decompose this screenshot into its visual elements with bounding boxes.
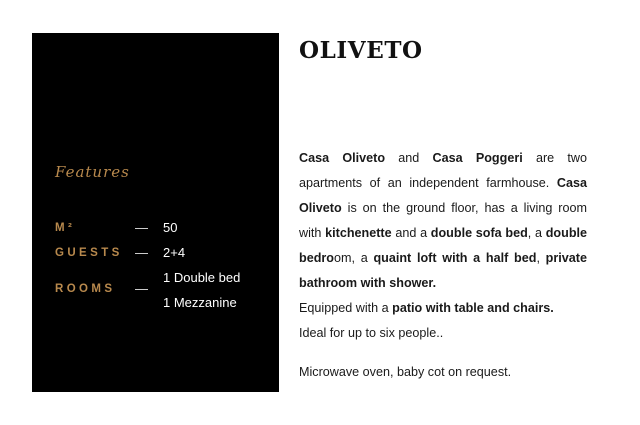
feature-row-rooms — [55, 269, 265, 315]
equipped-suffix: . — [550, 301, 554, 315]
double-bedroom-text: double bedro — [299, 226, 588, 265]
equipped-line — [299, 296, 599, 321]
m2-label: M² — [55, 222, 76, 234]
rooms-value-double-bed: 1 Double bed — [163, 270, 241, 285]
rooms-value-mezzanine: 1 Mezzanine — [163, 295, 237, 310]
and-text: and — [385, 151, 433, 165]
period-text: . — [432, 276, 437, 290]
feature-row-m2 — [55, 219, 265, 239]
m2-dash: — — [135, 220, 148, 235]
rooms-values — [163, 265, 240, 315]
quaint-loft-text: quaint loft with a half bed — [373, 251, 537, 265]
private-bathroom-text: private bathroom with shower — [299, 251, 587, 290]
rooms-label: ROOMS — [55, 283, 116, 295]
features-card — [32, 33, 279, 392]
features-heading: Features — [55, 163, 130, 181]
m2-value: 50 — [163, 220, 178, 235]
bedroom-suffix-text: om — [333, 251, 352, 265]
guests-label: GUESTS — [55, 247, 123, 259]
page-title: OLIVETO — [299, 37, 423, 64]
kitchenette-text: kitchenette — [325, 226, 392, 240]
feature-row-guests — [55, 244, 265, 264]
extras-line: Microwave oven, baby cot on request. — [299, 365, 512, 379]
rooms-dash: — — [135, 281, 148, 296]
guests-dash: — — [135, 245, 148, 260]
comma-space-text: , — [536, 251, 546, 265]
casa-poggeri-text: Casa Poggeri — [432, 151, 523, 165]
patio-text: patio with table and chairs — [392, 301, 551, 315]
comma-a-text-2: , a — [351, 251, 374, 265]
ideal-line: Ideal for up to six people.. — [299, 326, 444, 340]
and-a-text: and a — [391, 226, 431, 240]
ground-floor-text: is on the ground floor, has a living room with — [299, 201, 587, 240]
equipped-prefix: Equipped with a — [299, 301, 393, 315]
farmhouse-text: are two apartments of an independent farmhouse. — [299, 151, 587, 190]
casa-oliveto-text: Casa Oliveto — [299, 151, 386, 165]
guests-value: 2+4 — [163, 245, 186, 260]
description-paragraph — [299, 146, 587, 296]
casa-oliveto-text-2: Casa Oliveto — [299, 176, 587, 215]
comma-a-text: , a — [527, 226, 546, 240]
double-sofa-bed-text: double sofa bed — [430, 226, 528, 240]
